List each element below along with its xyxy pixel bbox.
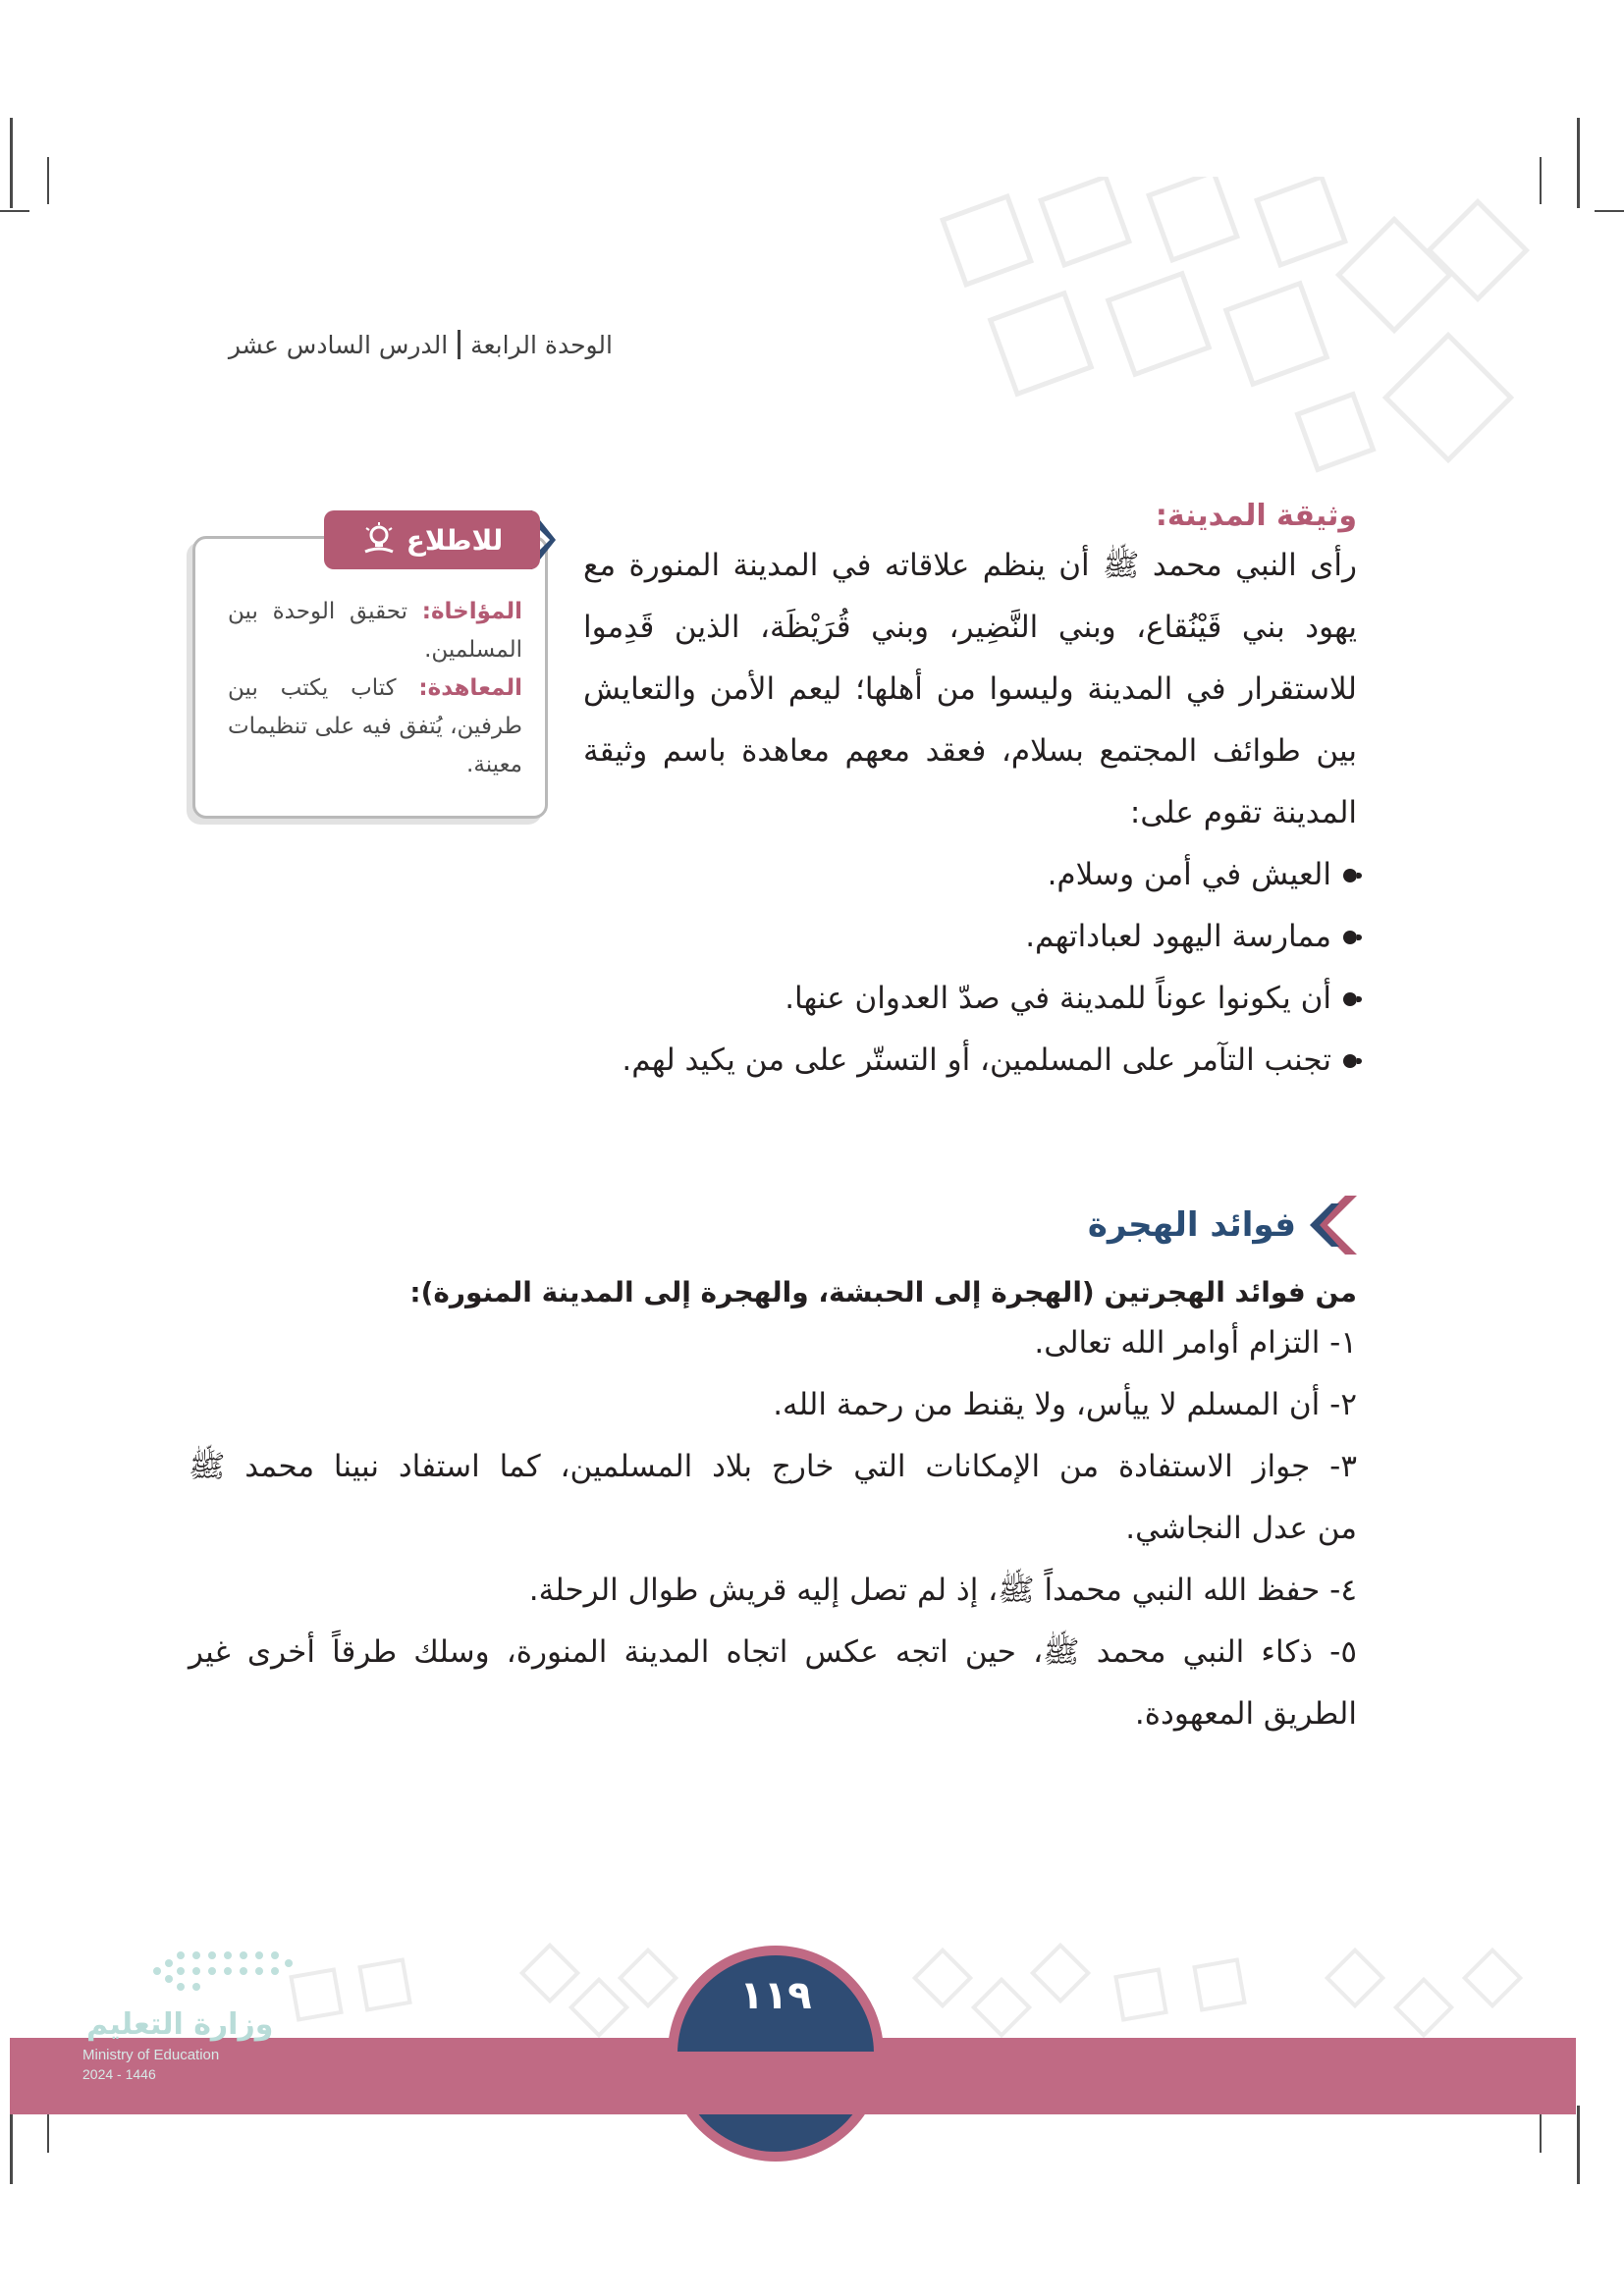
info-box-body [228,593,522,784]
list-item: تجنب التآمر على المسلمين، أو التستّر على من يكيد لهم. [583,1030,1357,1092]
crop-mark [10,2106,13,2184]
list-item-continued: الطريق المعهودة. [1134,1696,1357,1732]
edition-year: 2024 - 1446 [82,2066,156,2082]
header-separator [458,330,460,359]
footer-band-overlap [648,2052,903,2114]
list-item: ممارسة اليهود لعباداتهم. [583,906,1357,968]
hijra-benefits-lead: من فوائد الهجرتين (الهجرة إلى الحبشة، والهجرة إلى المدينة المنورة): [409,1276,1357,1308]
page-number: ١١٩ [739,1973,812,2018]
crop-mark [1595,210,1624,212]
ministry-logo-icon [147,1942,295,2001]
ministry-name-en: Ministry of Education [82,2047,220,2063]
list-item: ٥- ذكاء النبي محمد ﷺ، حين اتجه عكس اتجاه المدينة المنورة، وسلك طرقاً أخرى غير [189,1634,1357,1670]
crop-mark [0,210,29,212]
list-item: ١- التزام أوامر الله تعالى. [1034,1325,1357,1361]
section-medina-document [583,499,1357,1092]
running-header [229,330,613,359]
list-item: العيش في أمن وسلام. [583,844,1357,906]
term-muahada: المعاهدة: [418,675,522,701]
crop-mark [10,118,13,208]
chevron-double-icon [1310,1196,1357,1255]
section-heading-hijra-benefits: فوائد الهجرة [1088,1196,1357,1255]
crop-mark [1577,2106,1580,2184]
bullet-icon [1343,992,1357,1006]
definition-muakhah: تحقيق الوحدة بين المسلمين. [228,599,522,663]
list-item-continued: من عدل النجاشي. [1125,1511,1357,1546]
header-lesson: الدرس السادس عشر [228,331,449,359]
treaty-terms-list [583,844,1357,1092]
section-hijra-benefits [189,1276,1357,1745]
list-item: ٤- حفظ الله النبي محمداً ﷺ، إذ لم تصل إليه قريش طوال الرحلة. [528,1573,1357,1608]
info-box-title: للاطلاع [324,510,540,569]
medina-document-paragraph: رأى النبي محمد ﷺ أن ينظم علاقاته في المدينة المنورة مع يهود بني قَيْنُقاع، وبني النَّضِير، وبني قُرَيْظَة، الذين قَدِموا للاستقرار في المدينة وليسوا من أهلها؛ ليعم الأمن والتعايش بين طوائف المجتمع بسلام، فعقد معهم معاهدة باسم وثيقة المدينة تقوم على: [583,548,1357,830]
list-item: أن يكونوا عوناً للمدينة في صدّ العدوان عنها. [583,968,1357,1030]
crop-mark [1540,157,1542,204]
definition-muahada: كتاب يكتب بين طرفين، يُتفق فيه على تنظيمات معينة. [228,675,522,777]
list-item: ٢- أن المسلم لا ييأس، ولا يقنط من رحمة الله. [773,1387,1357,1422]
crop-mark [1577,118,1580,208]
section-title-medina-document: وثيقة المدينة: [1155,499,1357,533]
decorative-pattern-top [933,177,1561,491]
lightbulb-book-icon [361,522,397,558]
ministry-name: وزارة التعليم [86,2007,274,2042]
bullet-icon [1343,1054,1357,1068]
list-item: ٣- جواز الاستفادة من الإمكانات التي خارج بلاد المسلمين، كما استفاد نبينا محمد ﷺ [189,1449,1357,1484]
term-muakhah: المؤاخاة: [421,599,522,624]
header-unit: الوحدة الرابعة [470,331,613,359]
crop-mark [47,157,49,204]
bullet-icon [1343,869,1357,882]
hijra-benefits-list [189,1312,1357,1745]
bullet-icon [1343,931,1357,944]
